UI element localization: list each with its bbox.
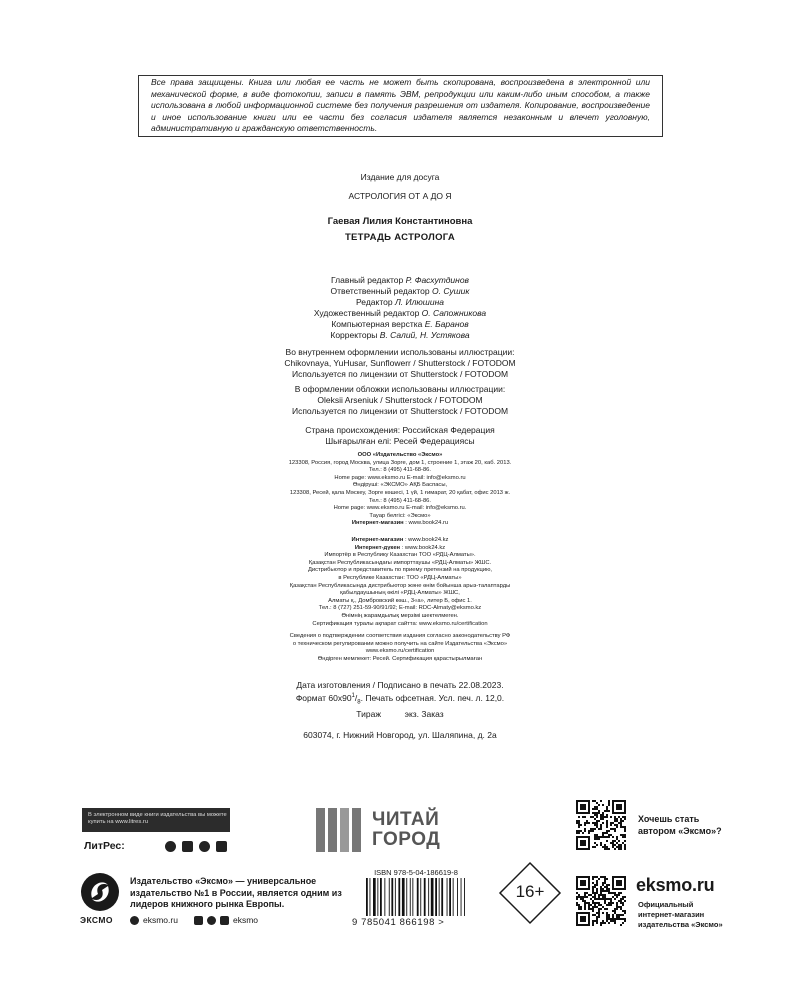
illustrations-cover <box>0 384 800 417</box>
eksmo-site[interactable]: eksmo.ru <box>636 875 715 895</box>
staff-line: Ответственный редактор О. Сушик <box>330 286 470 296</box>
publisher-line: 123308, Ресей, қала Мәскеу, Зорге көшесі, 1 үй, 1 ғимарат, 20 қабат, офис 2013 ж. <box>289 489 511 496</box>
distributor-line: Өнімнің жарамдылық мерзімі шектелмеген. <box>341 612 459 619</box>
origin-line: Страна происхождения: Российская Федерация <box>305 425 495 435</box>
author-invite-line-1: Хочешь стать <box>638 814 700 824</box>
publisher-line: 123308, Россия, город Москва, улица Зорге, дом 1, строение 1, этаж 20, каб. 2013. <box>288 459 512 466</box>
certification-line: Өндірген мемлекет: Ресей. Сертификация қарастырылмаған <box>317 655 483 662</box>
print-run: Тираж экз. Заказ <box>356 708 444 719</box>
chitai-gorod-mark-icon <box>316 808 364 852</box>
cover-credit-line: В оформлении обложки использованы иллюстрации: <box>294 384 506 394</box>
certification-line: о техническом регулировании можно получить на сайте Издательства «Эксмо» <box>292 640 508 647</box>
edition-series: АСТРОЛОГИЯ ОТ А ДО Я <box>348 191 452 201</box>
cover-credit-line: Используется по лицензии от Shutterstock / FOTODOM <box>291 406 509 416</box>
distributor-block <box>0 537 800 628</box>
distributor-line: қабылдаушының өкілі «РДЦ-Алматы» ЖШС, <box>340 590 460 597</box>
publisher-line: Тел.: 8 (495) 411-68-86. <box>368 497 432 504</box>
edition-block <box>0 172 800 243</box>
cover-credit-line: Oleksii Arseniuk / Shutterstock / FOTODOM <box>317 395 483 405</box>
shop-qr-code-icon[interactable] <box>576 876 626 926</box>
publisher-line: ООО «Издательство «Эксмо» <box>357 452 443 458</box>
eksmo-logo-icon <box>80 872 120 912</box>
eksmo-description: Издательство «Эксмо» — универсальное издательство №1 в России, является одним из лидеров книжного рынка Европы. <box>130 876 342 909</box>
edition-title: ТЕТРАДЬ АСТРОЛОГА <box>344 232 456 243</box>
distributor-line: Сертификация туралы ақпарат сайтта: www.eksmo.ru/certification <box>312 620 488 627</box>
print-format: Формат $60х90^1/_8$. Печать офсетная. Усл. печ. л. 12,0. <box>295 692 505 706</box>
staff-line: Главный редактор Р. Фасхутдинов <box>331 275 469 285</box>
publisher-line: Тел.: 8 (495) 411-68-86. <box>368 467 432 474</box>
publisher-line: Home page: www.eksmo.ru E-mail: info@eksmo.ru. <box>333 505 467 512</box>
author-qr-code-icon[interactable] <box>576 800 626 850</box>
distributor-line: Алматы қ., Домбровский көш., 3«а», литер Б, офис 1. <box>328 597 472 604</box>
certification-line: Сведения о подтверждении соответствия издания согласно законодательству РФ <box>289 633 511 639</box>
distributor-line: Тел.: 8 (727) 251-59-90/91/92; E-mail: RDC-Almaty@eksmo.kz <box>318 605 482 612</box>
social-handle: eksmo <box>232 915 259 925</box>
distributor-line: Қазақстан Республикасында дистрибьютор және өнім бойынша арыз-талаптарды <box>289 582 511 589</box>
print-date: Дата изготовления / Подписано в печать 22.08.2023. <box>296 680 504 690</box>
publisher-line: Home page: www.eksmo.ru E-mail: info@eksmo.ru <box>334 474 466 481</box>
age-rating: 16+ <box>515 882 545 901</box>
certification-block <box>0 633 800 663</box>
illustration-credit-line: Chikovnaya, YuHusar, Sunflowerr / Shutterstock / FOTODOM <box>284 358 516 368</box>
android-icon <box>182 841 193 852</box>
windows-icon <box>216 841 227 852</box>
author-invite <box>638 813 722 837</box>
barcode-icon <box>364 878 468 916</box>
certification-line: www.eksmo.ru/certification <box>365 648 435 655</box>
illustration-credit-line: Во внутреннем оформлении использованы иллюстрации: <box>285 347 515 357</box>
edition-type: Издание для досуга <box>360 172 440 182</box>
globe-icon <box>130 916 139 925</box>
illustration-credit-line: Используется по лицензии от Shutterstock / FOTODOM <box>291 369 509 379</box>
author-invite-line-2: автором «Эксмо»? <box>638 826 722 836</box>
origin-line: Шығарылған елі: Ресей Федерациясы <box>325 436 475 446</box>
staff-line: Корректоры В. Салий, Н. Устякова <box>330 330 470 340</box>
publisher-block <box>0 452 800 528</box>
chitai-gorod-logo <box>316 806 476 854</box>
vk-icon[interactable] <box>194 916 203 925</box>
print-info <box>0 680 800 741</box>
litres-row <box>84 838 234 854</box>
edition-author: Гаевая Лилия Константиновна <box>327 216 473 227</box>
printer-address: 603074, г. Нижний Новгород, ул. Шаляпина, д. 2а <box>303 729 497 740</box>
publisher-line: Интернет-магазин : www.book24.ru <box>351 520 449 527</box>
social-site-link[interactable]: eksmo.ru <box>143 915 178 925</box>
barcode-number: 9 785041 866198 > <box>352 917 445 928</box>
rights-notice-box <box>138 75 663 137</box>
staff-line: Редактор Л. Илюшина <box>356 297 444 307</box>
illustrations-inner <box>0 347 800 380</box>
distributor-line: Дистрибьютор и представитель по приему претензий на продукцию, <box>307 567 493 574</box>
rights-notice-text: Все права защищены. Книга или любая ее часть не может быть скопирована, воспроизведена в электронной или механической форме, в виде фотокопии, записи в память ЭВМ, репродукции или каким-либо иным способом, а также использована в любой информационной системе без получения разрешения от издателя. Копирование, воспроизведение и иное использование книги или ее части без согласия издателя является незаконным и влечет уголовную, административную и гражданскую ответственность. <box>151 77 650 134</box>
litres-banner-line-2: купить на www.litres.ru <box>88 819 149 825</box>
isbn-label: ISBN 978-5-04-186619-8 <box>374 868 458 877</box>
litres-banner[interactable] <box>82 808 230 832</box>
chitai-gorod-word-2: ГОРОД <box>372 829 441 850</box>
ok-icon[interactable] <box>207 916 216 925</box>
eksmo-name: ЭКСМО <box>80 915 113 925</box>
litres-banner-line-1: В электронном виде книги издательства вы можете <box>88 812 227 818</box>
origin-block <box>0 425 800 447</box>
chitai-gorod-word-1: ЧИТАЙ <box>372 809 440 830</box>
publisher-line: Өндіруші: «ЭКСМО» АҚБ Баспасы, <box>352 482 448 489</box>
shop-desc-line-2: интернет-магазин <box>638 910 705 919</box>
distributor-line: Интернет-дүкен : www.book24.kz <box>354 544 446 551</box>
staff-line: Художественный редактор О. Сапожникова <box>313 308 487 318</box>
browser-icon <box>199 841 210 852</box>
staff-line: Компьютерная верстка Е. Баранов <box>331 319 469 329</box>
staff-list <box>0 275 800 341</box>
distributor-line: Импортёр в Республику Казахстан ТОО «РДЦ-Алматы». <box>324 552 476 559</box>
distributor-line: Қазақстан Республикасындағы импорттаушы «РДЦ-Алматы» ЖШС. <box>308 559 492 566</box>
distributor-line: в Республике Казахстан: ТОО «РДЦ-Алматы» <box>338 574 462 581</box>
apple-icon <box>165 841 176 852</box>
litres-logo[interactable]: ЛитРес: <box>84 840 125 852</box>
eksmo-socials <box>130 915 258 925</box>
publisher-line: Тауар белгісі: «Эксмо» <box>369 512 431 519</box>
telegram-icon[interactable] <box>220 916 229 925</box>
shop-desc-line-1: Официальный <box>638 900 694 909</box>
shop-desc-line-3: издательства «Эксмо» <box>638 920 723 929</box>
shop-description <box>638 900 723 930</box>
distributor-line: Интернет-магазин : www.book24.kz <box>351 537 449 543</box>
